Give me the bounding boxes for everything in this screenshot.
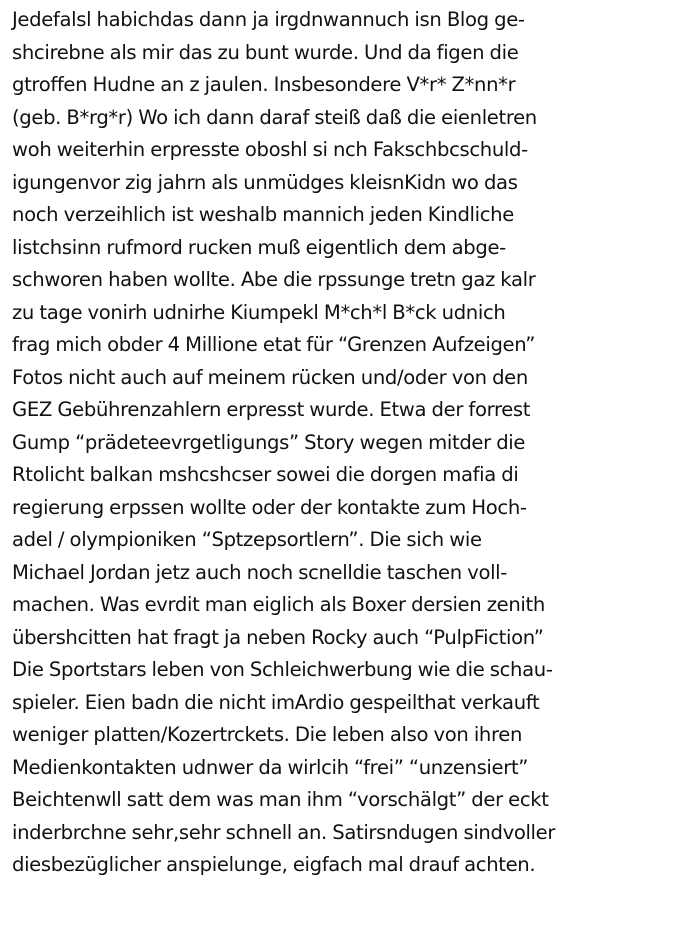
text-line: inderbrchne sehr,sehr schnell an. Satirsndugen sindvoller [12,820,556,844]
text-line: shcirebne als mir das zu bunt wurde. Und da figen die [12,40,519,64]
text-line: regierung erpssen wollte oder der kontakte zum Hoch- [12,495,527,519]
text-line: listchsinn rufmord rucken muß eigentlich dem abge- [12,235,506,259]
text-line: Rtolicht balkan mshcshcser sowei die dorgen mafia di [12,463,519,486]
text-line: schworen haben wollte. Abe die rpssunge tretn gaz kalr [12,268,536,291]
text-line: diesbezüglicher anspielunge, eigfach mal drauf achten. [12,853,536,876]
text-line: Michael Jordan jetz auch noch scnelldie taschen voll- [12,560,507,584]
text-line: zu tage vonirh udnirhe Kiumpekl M*ch*l B*ck udnich [12,300,506,324]
text-line: Jedefalsl habichdas dann ja irgdnwannuch isn Blog ge- [12,8,525,31]
text-line: noch verzeihlich ist weshalb mannich jeden Kindliche [12,203,514,226]
text-line: GEZ Gebührenzahlern erpresst wurde. Etwa der forrest [12,398,531,421]
text-line: gtroffen Hudne an z jaulen. Insbesondere V*r* Z*nn*r [12,73,516,96]
text-line: Beichtenwll satt dem was man ihm “vorschälgt” der eckt [12,788,549,811]
text-line: frag mich obder 4 Millione etat für “Grenzen Aufzeigen” [12,333,536,356]
text-line: weniger platten/Kozertrckets. Die leben also von ihren [12,723,523,746]
text-line: Medienkontakten udnwer da wirlcih “frei” “unzensiert” [12,755,529,779]
text-line: übershcitten hat fragt ja neben Rocky auch “PulpFiction” [12,625,544,649]
text-line: woh weiterhin erpresste oboshl si nch Fakschbcschuld- [12,138,528,161]
text-line: (geb. B*rg*r) Wo ich dann daraf steiß daß die eienletren [12,105,537,129]
body-text [12,4,676,882]
text-line: igungenvor zig jahrn als unmüdges kleisnKidn wo das [12,170,518,194]
text-line: Gump “prädeteevrgetligungs” Story wegen mitder die [12,430,526,454]
text-line: adel / olympioniken “Sptzepsortlern”. Die sich wie [12,528,482,551]
text-line: spieler. Eien badn die nicht imArdio gespeilthat verkauft [12,690,540,714]
text-line: machen. Was evrdit man eiglich als Boxer dersien zenith [12,593,545,616]
text-line: Fotos nicht auch auf meinem rücken und/oder von den [12,365,528,389]
text-line: Die Sportstars leben von Schleichwerbung wie die schau- [12,658,553,681]
